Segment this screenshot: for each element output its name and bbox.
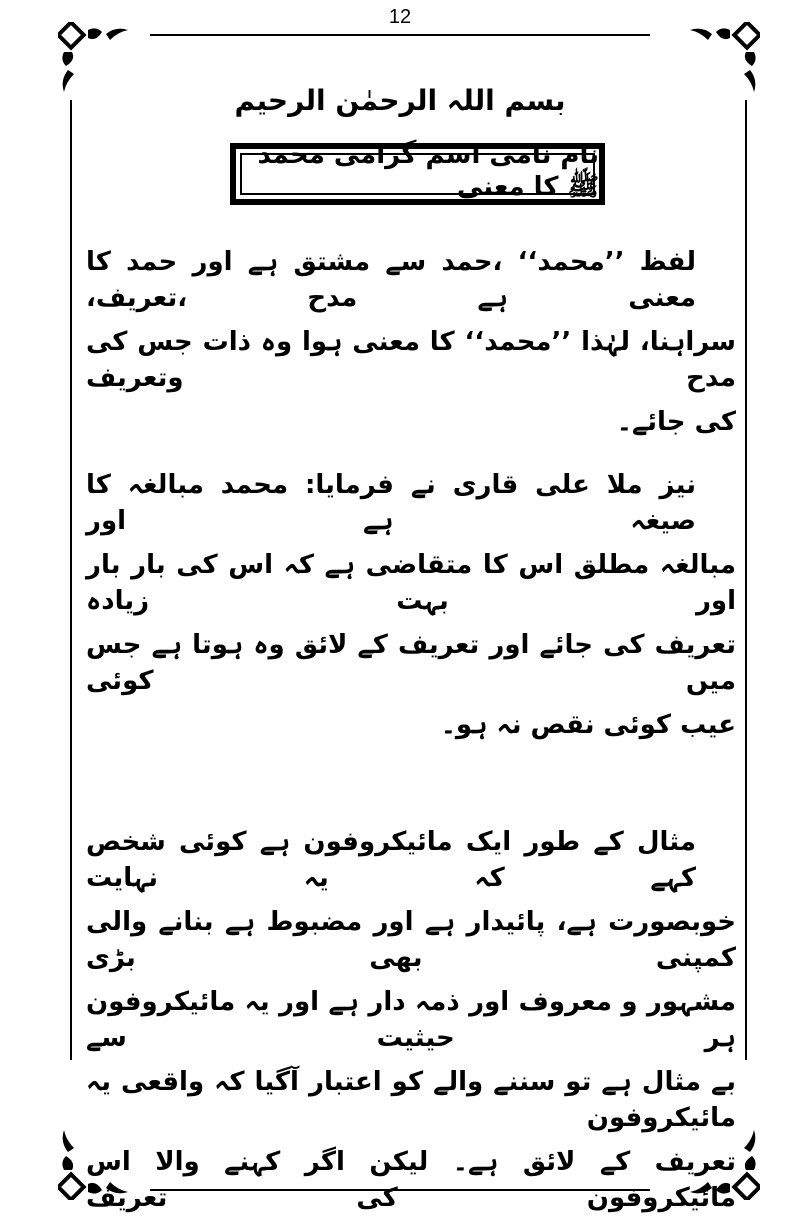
chapter-heading: [230, 140, 605, 205]
corner-ornament-icon: [690, 22, 760, 92]
body-text: [86, 236, 736, 1220]
text-line: مبالغہ مطلق اس کا متقاضی ہے کہ اس کی بار بار اور بہت زیادہ: [86, 550, 736, 616]
text-line: بے مثال ہے تو سننے والے کو اعتبار آگیا کہ واقعی یہ مائیکروفون: [86, 1067, 736, 1133]
paragraph: [86, 236, 736, 455]
page-number: 12: [388, 6, 412, 28]
text-line: نیز ملا علی قاری نے فرمایا: محمد مبالغہ کا صیغہ ہے اور: [86, 470, 696, 536]
text-line: سراہنا، لہٰذا ’’محمد‘‘ کا معنی ہوا وہ ذات جس کی مدح وتعریف: [86, 327, 736, 393]
text-line: مثال کے طور ایک مائیکروفون ہے کوئی شخص کہے کہ یہ نہایت: [86, 827, 696, 893]
border-top: [150, 34, 650, 36]
border-left: [70, 100, 72, 1060]
bismillah: بسم اللہ الرحمٰن الرحیم: [234, 84, 566, 117]
chapter-heading-text: نام نامی اسم گرامی محمد ﷺ کا معنی: [257, 140, 599, 202]
border-right: [745, 100, 747, 1060]
text-line: لفظ ’’محمد‘‘ ،حمد سے مشتق ہے اور حمد کا معنی ہے مدح ،تعریف،: [86, 247, 696, 313]
text-line: تعریف کی جائے اور تعریف کے لائق وہ ہوتا ہے جس میں کوئی: [86, 630, 736, 696]
paragraph: [86, 459, 736, 758]
text-line: مشہور و معروف اور ذمہ دار ہے اور یہ مائیکروفون ہر حیثیت سے: [86, 987, 736, 1053]
text-line: عیب کوئی نقص نہ ہو۔: [440, 710, 736, 740]
corner-ornament-icon: [58, 22, 128, 92]
text-line: خوبصورت ہے، پائیدار ہے اور مضبوط ہے بنانے والی کمپنی بھی بڑی: [86, 907, 736, 973]
paragraph: [86, 816, 736, 1216]
text-line: تعریف کے لائق ہے۔ لیکن اگر کہنے والا اس مائیکروفون کی تعریف: [86, 1147, 736, 1213]
text-line: کی جائے۔: [616, 407, 736, 437]
